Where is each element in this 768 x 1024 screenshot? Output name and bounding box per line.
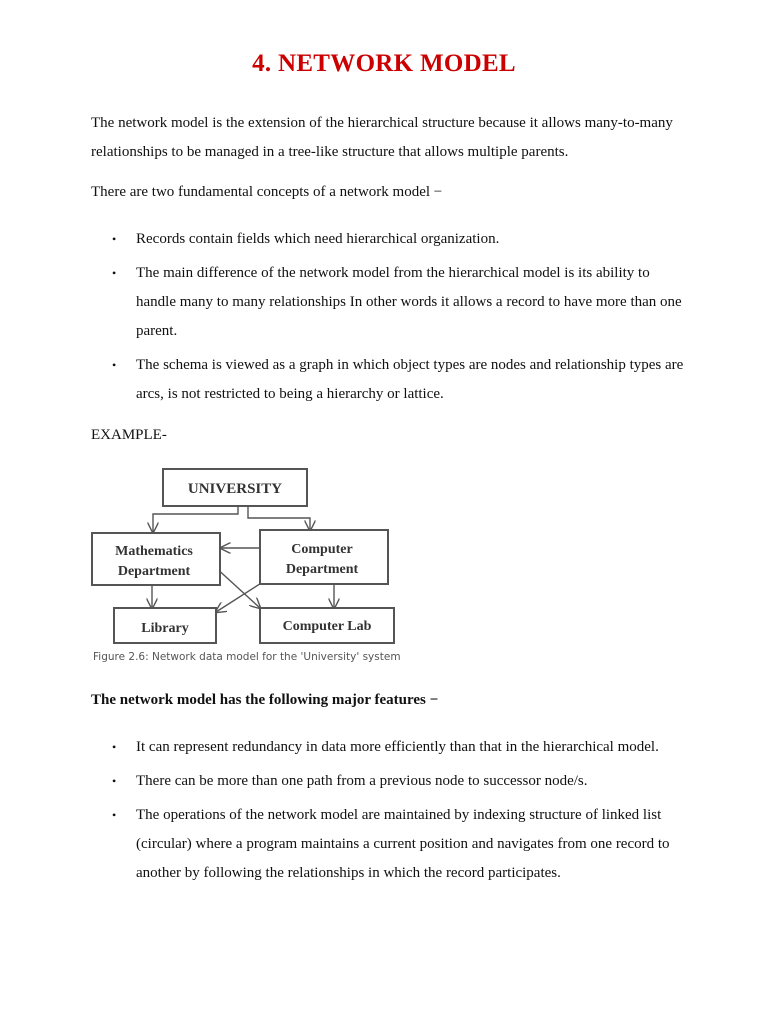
node-math-label-line2: Department <box>117 564 191 579</box>
list-item: • The operations of the network model are maintained by indexing structure of linked list (circular) where a program maintains a current position and navigates from one record to another by following the relationships in which the record participates. <box>91 801 691 888</box>
bullet-icon: • <box>112 266 117 280</box>
network-model-figure <box>88 462 438 668</box>
bullet-icon: • <box>112 232 117 246</box>
features-heading: The network model has the following major features − <box>91 692 439 708</box>
concepts-list <box>91 225 691 414</box>
list-item: • There can be more than one path from a previous node to successor node/s. <box>91 767 691 796</box>
features-list <box>91 733 691 893</box>
list-item: • It can represent redundancy in data more efficiently than that in the hierarchical model. <box>91 733 691 762</box>
node-math-label-line1: Mathematics <box>115 544 193 559</box>
intro-paragraph: The network model is the extension of the hierarchical structure because it allows many-to-many relationships to be managed in a tree-like structure that allows multiple parents. <box>91 115 673 160</box>
node-computer-label-line2: Department <box>285 562 359 577</box>
bullet-icon: • <box>112 808 117 822</box>
bullet-icon: • <box>112 358 117 372</box>
page-title: 4. NETWORK MODEL <box>252 50 516 77</box>
node-computer-lab-label: Computer Lab <box>282 619 372 634</box>
concepts-intro: There are two fundamental concepts of a network model − <box>91 184 443 200</box>
example-label: EXAMPLE- <box>91 427 167 443</box>
bullet-icon: • <box>112 740 117 754</box>
node-computer-label-line1: Computer <box>291 542 353 557</box>
list-item: • The main difference of the network model from the hierarchical model is its ability to handle many to many relationships In other words it allows a record to have more than one parent. <box>91 259 691 346</box>
network-diagram <box>88 462 438 668</box>
figure-caption: Figure 2.6: Network data model for the 'University' system <box>93 651 401 663</box>
node-library-label: Library <box>141 621 189 636</box>
bullet-icon: • <box>112 774 117 788</box>
list-item: • The schema is viewed as a graph in which object types are nodes and relationship types are arcs, is not restricted to being a hierarchy or lattice. <box>91 351 691 409</box>
node-university-label: UNIVERSITY <box>187 481 283 497</box>
list-item: • Records contain fields which need hierarchical organization. <box>91 225 691 254</box>
